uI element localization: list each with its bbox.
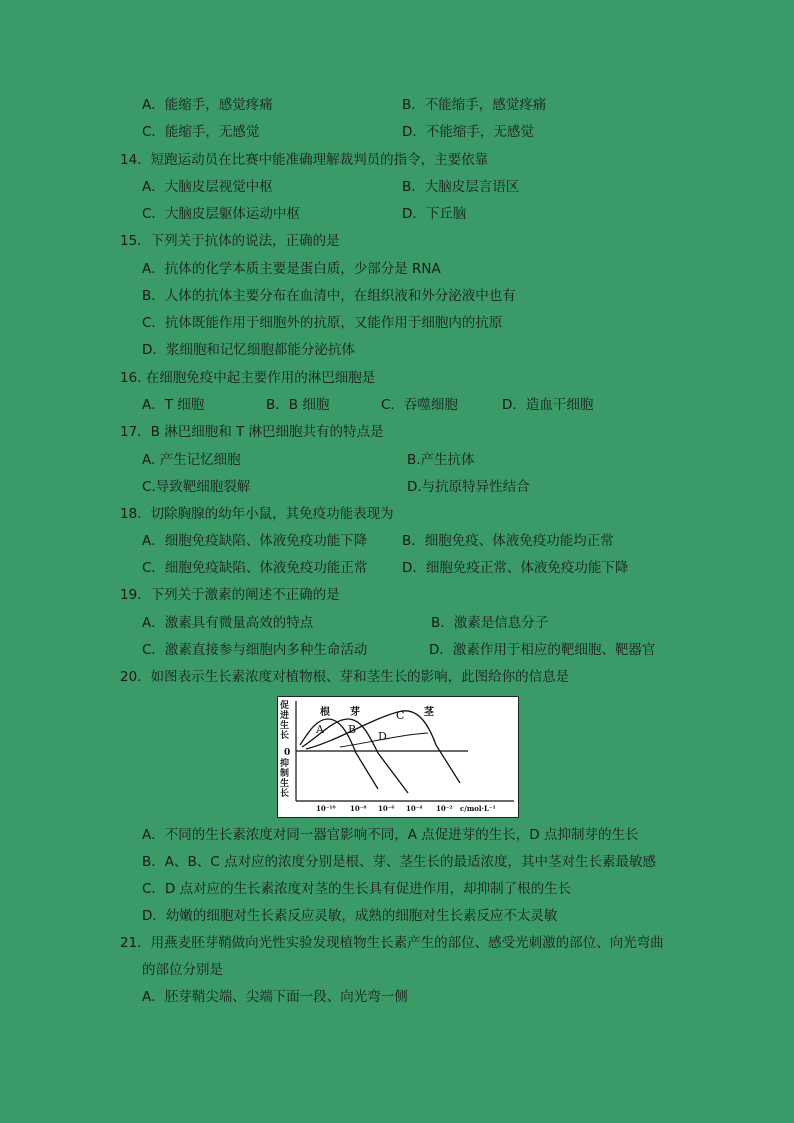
q15-option-d: D．浆细胞和记忆细胞都能分泌抗体 bbox=[142, 342, 355, 358]
q15-option-a: A．抗体的化学本质主要是蛋白质，少部分是 RNA bbox=[142, 261, 441, 277]
tick-2: 10⁻⁸ bbox=[350, 804, 367, 813]
label-stem: 茎 bbox=[424, 707, 434, 718]
q14-stem: 14．短跑运动员在比赛中能准确理解裁判员的指令，主要依靠 bbox=[120, 152, 489, 168]
q17-option-d: D.与抗原特异性结合 bbox=[407, 479, 530, 495]
q17-stem: 17．B 淋巴细胞和 T 淋巴细胞共有的特点是 bbox=[120, 424, 384, 440]
auxin-growth-graph bbox=[278, 697, 518, 817]
q21-stem-line2: 的部位分别是 bbox=[142, 962, 223, 978]
q21-stem-line1: 21．用燕麦胚芽鞘做向光性实验发现植物生长素产生的部位、感受光刺激的部位、向光弯曲 bbox=[120, 935, 664, 951]
point-d: D bbox=[378, 730, 387, 743]
q19-option-a: A．激素具有微量高效的特点 bbox=[142, 615, 314, 631]
root-curve bbox=[300, 719, 378, 789]
auxin-growth-figure bbox=[277, 696, 519, 818]
q14-option-b: B．大脑皮层言语区 bbox=[402, 179, 520, 195]
q17-option-b: B.产生抗体 bbox=[407, 452, 475, 468]
q15-option-c: C．抗体既能作用于细胞外的抗原，又能作用于细胞内的抗原 bbox=[142, 315, 503, 331]
q20-option-a: A．不同的生长素浓度对同一器官影响不同，A 点促进芽的生长，D 点抑制芽的生长 bbox=[142, 827, 639, 843]
q15-stem: 15．下列关于抗体的说法，正确的是 bbox=[120, 233, 340, 249]
q16-option-d: D．造血干细胞 bbox=[502, 397, 594, 413]
q18-option-c: C．细胞免疫缺陷、体液免疫功能正常 bbox=[142, 560, 368, 576]
q14-option-d: D．下丘脑 bbox=[402, 206, 467, 222]
tick-1: 10⁻¹⁰ bbox=[316, 804, 336, 813]
q13-option-c: C．能缩手，无感觉 bbox=[142, 124, 260, 140]
q17-option-a: A. 产生记忆细胞 bbox=[142, 452, 241, 468]
ylabel-zero: 0 bbox=[284, 748, 291, 758]
q19-option-d: D．激素作用于相应的靶细胞、靶器官 bbox=[429, 642, 656, 658]
stem-curve bbox=[306, 711, 460, 783]
q19-option-c: C．激素直接参与细胞内多种生命活动 bbox=[142, 642, 368, 658]
tick-4: 10⁻⁴ bbox=[406, 804, 423, 813]
q18-stem: 18．切除胸腺的幼年小鼠，其免疫功能表现为 bbox=[120, 506, 394, 522]
q14-option-c: C．大脑皮层躯体运动中枢 bbox=[142, 206, 300, 222]
q14-option-a: A．大脑皮层视觉中枢 bbox=[142, 179, 273, 195]
q17-option-c: C.导致靶细胞裂解 bbox=[142, 479, 251, 495]
q20-option-d: D．幼嫩的细胞对生长素反应灵敏，成熟的细胞对生长素反应不太灵敏 bbox=[142, 908, 558, 924]
tick-5: 10⁻² bbox=[436, 804, 453, 813]
point-a: A bbox=[316, 723, 324, 736]
ylabel-promote-vertical: 促进生长 bbox=[280, 701, 290, 741]
q13-option-b: B．不能缩手，感觉疼痛 bbox=[402, 97, 547, 113]
ylabel-inhibit-vertical: 抑制生长 bbox=[280, 759, 290, 799]
q13-option-a: A．能缩手，感觉疼痛 bbox=[142, 97, 273, 113]
q18-option-a: A．细胞免疫缺陷、体液免疫功能下降 bbox=[142, 533, 368, 549]
label-root: 根 bbox=[320, 707, 330, 718]
q20-option-c: C．D 点对应的生长素浓度对茎的生长具有促进作用，却抑制了根的生长 bbox=[142, 881, 572, 897]
q16-option-a: A．T 细胞 bbox=[142, 397, 205, 413]
q13-option-d: D．不能缩手，无感觉 bbox=[402, 124, 534, 140]
q18-option-b: B．细胞免疫、体液免疫功能均正常 bbox=[402, 533, 614, 549]
q16-stem: 16. 在细胞免疫中起主要作用的淋巴细胞是 bbox=[120, 370, 376, 386]
label-bud: 芽 bbox=[350, 707, 360, 718]
q20-stem: 20．如图表示生长素浓度对植物根、芽和茎生长的影响，此图给你的信息是 bbox=[120, 669, 570, 685]
q15-option-b: B．人体的抗体主要分布在血清中，在组织液和外分泌液中也有 bbox=[142, 288, 516, 304]
q21-option-a: A．胚芽鞘尖端、尖端下面一段、向光弯一侧 bbox=[142, 989, 408, 1005]
q16-option-c: C．吞噬细胞 bbox=[381, 397, 458, 413]
q16-option-b: B．B 细胞 bbox=[266, 397, 330, 413]
point-c: C bbox=[396, 709, 405, 722]
tick-3: 10⁻⁶ bbox=[378, 804, 395, 813]
q19-option-b: B．激素是信息分子 bbox=[431, 615, 549, 631]
x-unit: c/mol·L⁻¹ bbox=[460, 804, 496, 813]
point-b: B bbox=[348, 723, 357, 736]
q20-option-b: B．A、B、C 点对应的浓度分别是根、芽、茎生长的最适浓度，其中茎对生长素最敏感 bbox=[142, 854, 656, 870]
q19-stem: 19．下列关于激素的阐述不正确的是 bbox=[120, 587, 340, 603]
q18-option-d: D．细胞免疫正常、体液免疫功能下降 bbox=[402, 560, 629, 576]
